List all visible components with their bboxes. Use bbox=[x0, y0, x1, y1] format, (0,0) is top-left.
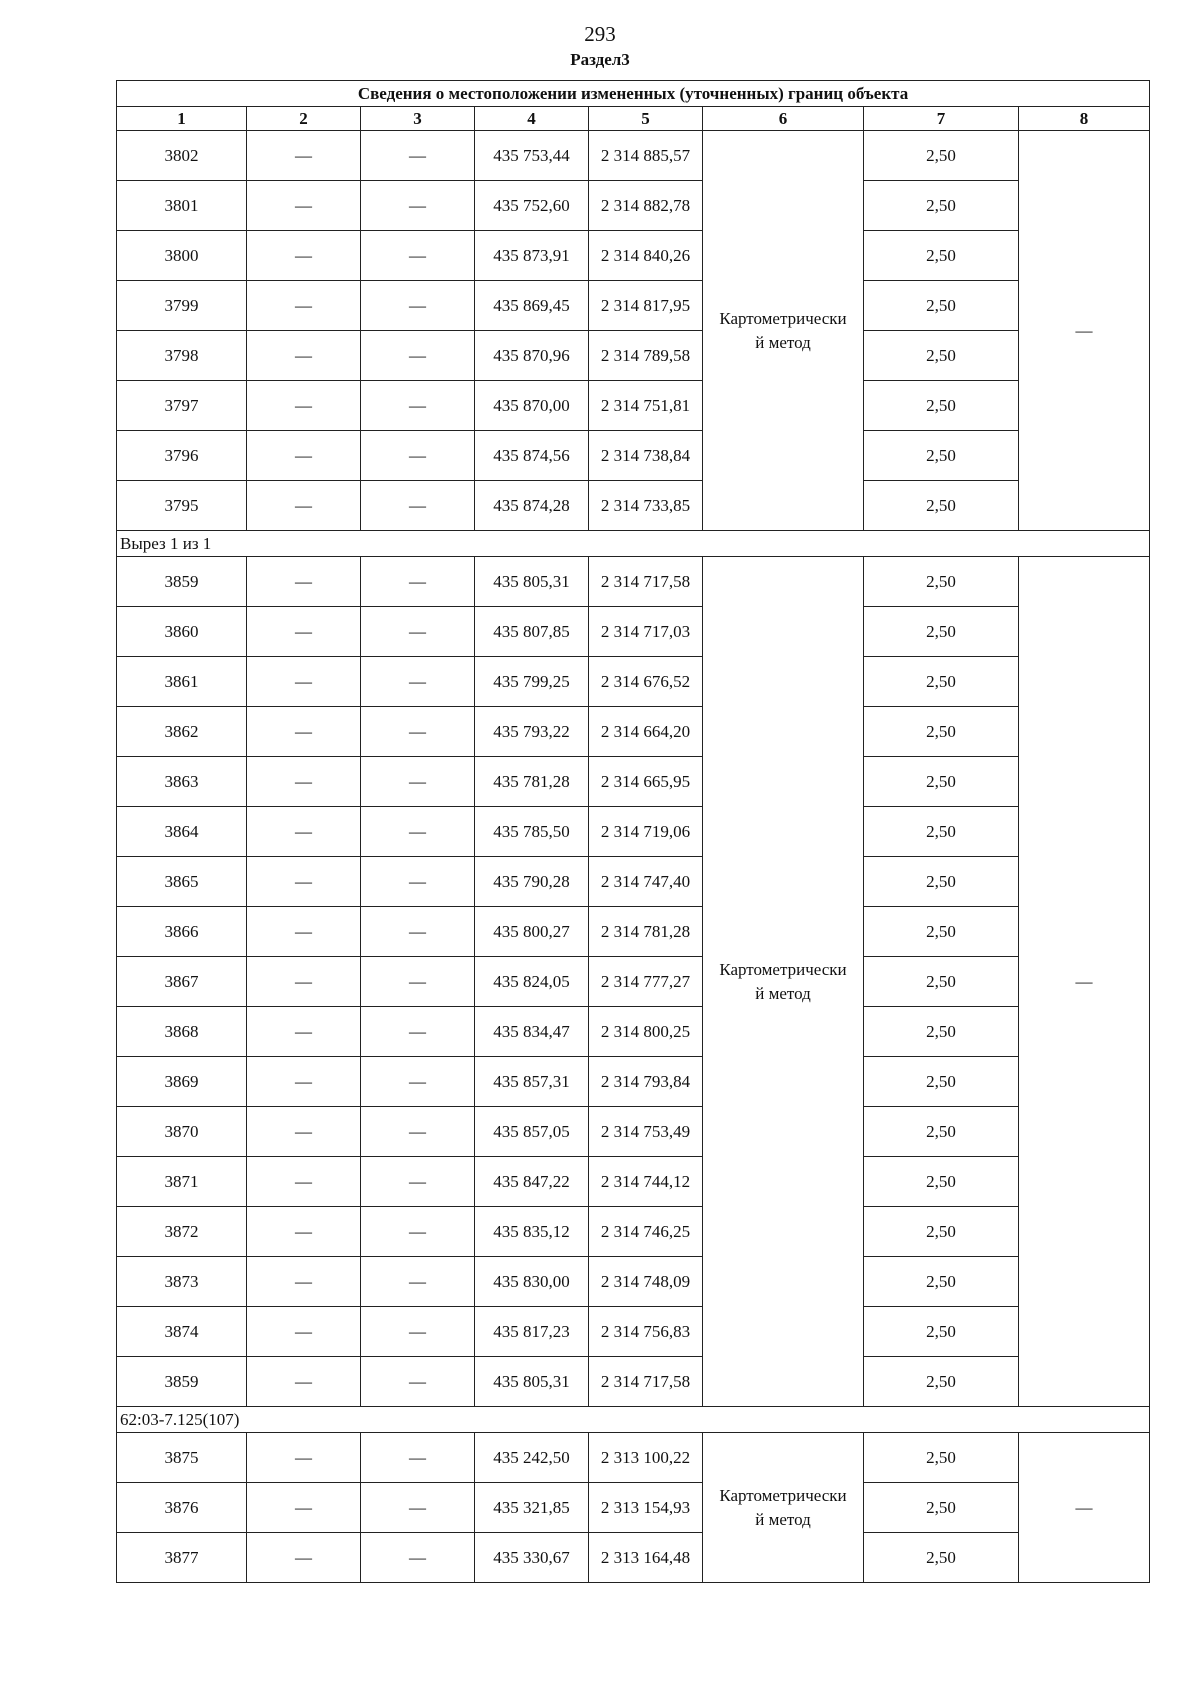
cell-col3: — bbox=[361, 957, 475, 1007]
point-number: 3869 bbox=[117, 1057, 247, 1107]
cell-y: 2 314 756,83 bbox=[589, 1307, 703, 1357]
method-line: й метод bbox=[755, 332, 811, 352]
accuracy-cell: 2,50 bbox=[864, 1007, 1019, 1057]
cell-col3: — bbox=[361, 131, 475, 181]
accuracy-cell: 2,50 bbox=[864, 1307, 1019, 1357]
cell-x: 435 870,00 bbox=[475, 381, 589, 431]
point-number: 3876 bbox=[117, 1483, 247, 1533]
point-number: 3862 bbox=[117, 707, 247, 757]
cell-x: 435 834,47 bbox=[475, 1007, 589, 1057]
accuracy-cell: 2,50 bbox=[864, 857, 1019, 907]
cell-col2: — bbox=[247, 1357, 361, 1407]
cell-col3: — bbox=[361, 1307, 475, 1357]
cell-y: 2 314 748,09 bbox=[589, 1257, 703, 1307]
boundary-coordinates-table bbox=[116, 80, 1150, 1583]
cell-x: 435 793,22 bbox=[475, 707, 589, 757]
cell-x: 435 785,50 bbox=[475, 807, 589, 857]
point-number: 3861 bbox=[117, 657, 247, 707]
cell-col3: — bbox=[361, 1533, 475, 1583]
point-number: 3865 bbox=[117, 857, 247, 907]
accuracy-cell: 2,50 bbox=[864, 1257, 1019, 1307]
point-number: 3875 bbox=[117, 1433, 247, 1483]
accuracy-cell: 2,50 bbox=[864, 607, 1019, 657]
cell-col3: — bbox=[361, 231, 475, 281]
cell-y: 2 314 789,58 bbox=[589, 331, 703, 381]
accuracy-cell: 2,50 bbox=[864, 331, 1019, 381]
method-line: й метод bbox=[755, 983, 811, 1003]
accuracy-cell: 2,50 bbox=[864, 707, 1019, 757]
cell-x: 435 874,56 bbox=[475, 431, 589, 481]
point-number: 3867 bbox=[117, 957, 247, 1007]
cell-col3: — bbox=[361, 857, 475, 907]
table-row bbox=[117, 1257, 1150, 1307]
cell-col3: — bbox=[361, 1107, 475, 1157]
cell-col2: — bbox=[247, 1057, 361, 1107]
point-number: 3802 bbox=[117, 131, 247, 181]
cell-col3: — bbox=[361, 331, 475, 381]
accuracy-cell: 2,50 bbox=[864, 1057, 1019, 1107]
cell-col3: — bbox=[361, 707, 475, 757]
table-row bbox=[117, 857, 1150, 907]
point-number: 3801 bbox=[117, 181, 247, 231]
cell-x: 435 873,91 bbox=[475, 231, 589, 281]
table-row bbox=[117, 481, 1150, 531]
cell-x: 435 753,44 bbox=[475, 131, 589, 181]
cell-col3: — bbox=[361, 657, 475, 707]
cell-x: 435 805,31 bbox=[475, 557, 589, 607]
cell-x: 435 817,23 bbox=[475, 1307, 589, 1357]
table-row bbox=[117, 1307, 1150, 1357]
table-row bbox=[117, 431, 1150, 481]
cell-x: 435 799,25 bbox=[475, 657, 589, 707]
cell-col3: — bbox=[361, 807, 475, 857]
col8-cell: — bbox=[1019, 557, 1150, 1407]
table-header-row bbox=[117, 107, 1150, 131]
method-line: й метод bbox=[755, 1509, 811, 1529]
cell-col2: — bbox=[247, 131, 361, 181]
accuracy-cell: 2,50 bbox=[864, 1157, 1019, 1207]
table-row bbox=[117, 957, 1150, 1007]
cell-col3: — bbox=[361, 1257, 475, 1307]
accuracy-cell: 2,50 bbox=[864, 281, 1019, 331]
cell-y: 2 314 840,26 bbox=[589, 231, 703, 281]
accuracy-cell: 2,50 bbox=[864, 657, 1019, 707]
accuracy-cell: 2,50 bbox=[864, 481, 1019, 531]
point-number: 3866 bbox=[117, 907, 247, 957]
accuracy-cell: 2,50 bbox=[864, 181, 1019, 231]
cell-col3: — bbox=[361, 281, 475, 331]
table-row bbox=[117, 231, 1150, 281]
cell-col2: — bbox=[247, 857, 361, 907]
cell-col2: — bbox=[247, 1157, 361, 1207]
cell-x: 435 805,31 bbox=[475, 1357, 589, 1407]
accuracy-cell: 2,50 bbox=[864, 1357, 1019, 1407]
table-row bbox=[117, 707, 1150, 757]
cell-x: 435 807,85 bbox=[475, 607, 589, 657]
cell-x: 435 321,85 bbox=[475, 1483, 589, 1533]
cell-col2: — bbox=[247, 331, 361, 381]
table-caption: Сведения о местоположении измененных (уточненных) границ объекта bbox=[117, 81, 1150, 107]
cell-y: 2 314 753,49 bbox=[589, 1107, 703, 1157]
accuracy-cell: 2,50 bbox=[864, 131, 1019, 181]
cell-x: 435 824,05 bbox=[475, 957, 589, 1007]
cell-y: 2 314 719,06 bbox=[589, 807, 703, 857]
cell-col2: — bbox=[247, 481, 361, 531]
column-header: 6 bbox=[703, 107, 864, 131]
cell-col2: — bbox=[247, 657, 361, 707]
cell-col2: — bbox=[247, 431, 361, 481]
cell-col3: — bbox=[361, 907, 475, 957]
table-row bbox=[117, 1533, 1150, 1583]
cell-y: 2 313 100,22 bbox=[589, 1433, 703, 1483]
cell-col3: — bbox=[361, 181, 475, 231]
cell-col3: — bbox=[361, 1483, 475, 1533]
cell-col2: — bbox=[247, 907, 361, 957]
method-cell bbox=[703, 1433, 864, 1583]
cell-x: 435 752,60 bbox=[475, 181, 589, 231]
accuracy-cell: 2,50 bbox=[864, 557, 1019, 607]
column-header: 1 bbox=[117, 107, 247, 131]
cell-col2: — bbox=[247, 1007, 361, 1057]
column-header: 7 bbox=[864, 107, 1019, 131]
cell-col2: — bbox=[247, 707, 361, 757]
cell-col2: — bbox=[247, 381, 361, 431]
cell-x: 435 857,31 bbox=[475, 1057, 589, 1107]
section-title: Раздел3 bbox=[570, 50, 630, 69]
accuracy-cell: 2,50 bbox=[864, 1207, 1019, 1257]
table-row bbox=[117, 1357, 1150, 1407]
point-number: 3870 bbox=[117, 1107, 247, 1157]
cell-x: 435 874,28 bbox=[475, 481, 589, 531]
table-row bbox=[117, 1057, 1150, 1107]
method-cell bbox=[703, 557, 864, 1407]
cell-col2: — bbox=[247, 1307, 361, 1357]
point-number: 3860 bbox=[117, 607, 247, 657]
accuracy-cell: 2,50 bbox=[864, 381, 1019, 431]
table-row bbox=[117, 131, 1150, 181]
cell-y: 2 314 885,57 bbox=[589, 131, 703, 181]
cell-col3: — bbox=[361, 1007, 475, 1057]
cell-y: 2 314 777,27 bbox=[589, 957, 703, 1007]
cell-y: 2 314 717,58 bbox=[589, 557, 703, 607]
cell-col2: — bbox=[247, 1207, 361, 1257]
column-header: 3 bbox=[361, 107, 475, 131]
point-number: 3800 bbox=[117, 231, 247, 281]
point-number: 3864 bbox=[117, 807, 247, 857]
accuracy-cell: 2,50 bbox=[864, 807, 1019, 857]
point-number: 3796 bbox=[117, 431, 247, 481]
method-line: Картометрически bbox=[719, 308, 847, 328]
column-header: 2 bbox=[247, 107, 361, 131]
table-row bbox=[117, 757, 1150, 807]
accuracy-cell: 2,50 bbox=[864, 231, 1019, 281]
cell-col3: — bbox=[361, 1157, 475, 1207]
cell-col3: — bbox=[361, 381, 475, 431]
point-number: 3871 bbox=[117, 1157, 247, 1207]
cell-col2: — bbox=[247, 231, 361, 281]
cell-col2: — bbox=[247, 1483, 361, 1533]
cell-x: 435 870,96 bbox=[475, 331, 589, 381]
point-number: 3797 bbox=[117, 381, 247, 431]
table-caption-row bbox=[117, 81, 1150, 107]
cell-y: 2 313 164,48 bbox=[589, 1533, 703, 1583]
accuracy-cell: 2,50 bbox=[864, 1107, 1019, 1157]
point-number: 3859 bbox=[117, 557, 247, 607]
cell-y: 2 314 676,52 bbox=[589, 657, 703, 707]
group-label-row bbox=[117, 531, 1150, 557]
accuracy-cell: 2,50 bbox=[864, 1533, 1019, 1583]
cell-col3: — bbox=[361, 1207, 475, 1257]
cell-y: 2 314 665,95 bbox=[589, 757, 703, 807]
cell-x: 435 835,12 bbox=[475, 1207, 589, 1257]
cell-y: 2 314 717,58 bbox=[589, 1357, 703, 1407]
accuracy-cell: 2,50 bbox=[864, 1483, 1019, 1533]
point-number: 3798 bbox=[117, 331, 247, 381]
cell-x: 435 869,45 bbox=[475, 281, 589, 331]
point-number: 3859 bbox=[117, 1357, 247, 1407]
point-number: 3874 bbox=[117, 1307, 247, 1357]
cell-y: 2 314 747,40 bbox=[589, 857, 703, 907]
cell-col2: — bbox=[247, 1107, 361, 1157]
group-label: 62:03-7.125(107) bbox=[117, 1407, 1150, 1433]
table-row bbox=[117, 381, 1150, 431]
cell-col3: — bbox=[361, 1433, 475, 1483]
method-line: Картометрически bbox=[719, 959, 847, 979]
cell-col2: — bbox=[247, 1433, 361, 1483]
table-row bbox=[117, 1483, 1150, 1533]
cell-col3: — bbox=[361, 607, 475, 657]
table-body bbox=[117, 131, 1150, 1583]
table-row bbox=[117, 1157, 1150, 1207]
table-row bbox=[117, 1107, 1150, 1157]
accuracy-cell: 2,50 bbox=[864, 757, 1019, 807]
cell-x: 435 781,28 bbox=[475, 757, 589, 807]
cell-y: 2 314 800,25 bbox=[589, 1007, 703, 1057]
table-row bbox=[117, 657, 1150, 707]
table-row bbox=[117, 1007, 1150, 1057]
cell-col3: — bbox=[361, 431, 475, 481]
point-number: 3795 bbox=[117, 481, 247, 531]
cell-x: 435 330,67 bbox=[475, 1533, 589, 1583]
cell-y: 2 314 733,85 bbox=[589, 481, 703, 531]
table-row bbox=[117, 331, 1150, 381]
cell-x: 435 242,50 bbox=[475, 1433, 589, 1483]
table-row bbox=[117, 181, 1150, 231]
table-row bbox=[117, 281, 1150, 331]
method-cell bbox=[703, 131, 864, 531]
cell-col2: — bbox=[247, 181, 361, 231]
group-label: Вырез 1 из 1 bbox=[117, 531, 1150, 557]
cell-col2: — bbox=[247, 281, 361, 331]
accuracy-cell: 2,50 bbox=[864, 431, 1019, 481]
cell-y: 2 314 817,95 bbox=[589, 281, 703, 331]
table-row bbox=[117, 607, 1150, 657]
cell-col2: — bbox=[247, 607, 361, 657]
table-row bbox=[117, 1207, 1150, 1257]
cell-y: 2 314 717,03 bbox=[589, 607, 703, 657]
cell-col2: — bbox=[247, 1533, 361, 1583]
cell-y: 2 314 744,12 bbox=[589, 1157, 703, 1207]
cell-col3: — bbox=[361, 557, 475, 607]
cell-y: 2 314 781,28 bbox=[589, 907, 703, 957]
point-number: 3799 bbox=[117, 281, 247, 331]
cell-col2: — bbox=[247, 957, 361, 1007]
page-number: 293 bbox=[584, 22, 616, 46]
cell-x: 435 790,28 bbox=[475, 857, 589, 907]
cell-x: 435 800,27 bbox=[475, 907, 589, 957]
cell-y: 2 314 882,78 bbox=[589, 181, 703, 231]
column-header: 8 bbox=[1019, 107, 1150, 131]
cell-x: 435 830,00 bbox=[475, 1257, 589, 1307]
col8-cell: — bbox=[1019, 131, 1150, 531]
column-header: 5 bbox=[589, 107, 703, 131]
cell-col3: — bbox=[361, 757, 475, 807]
accuracy-cell: 2,50 bbox=[864, 907, 1019, 957]
point-number: 3872 bbox=[117, 1207, 247, 1257]
cell-col3: — bbox=[361, 1357, 475, 1407]
cell-y: 2 314 751,81 bbox=[589, 381, 703, 431]
group-label-row bbox=[117, 1407, 1150, 1433]
cell-y: 2 314 664,20 bbox=[589, 707, 703, 757]
cell-x: 435 857,05 bbox=[475, 1107, 589, 1157]
cell-y: 2 313 154,93 bbox=[589, 1483, 703, 1533]
cell-col2: — bbox=[247, 807, 361, 857]
point-number: 3873 bbox=[117, 1257, 247, 1307]
table-row bbox=[117, 557, 1150, 607]
method-line: Картометрически bbox=[719, 1485, 847, 1505]
cell-y: 2 314 793,84 bbox=[589, 1057, 703, 1107]
table-row bbox=[117, 907, 1150, 957]
col8-cell: — bbox=[1019, 1433, 1150, 1583]
cell-y: 2 314 746,25 bbox=[589, 1207, 703, 1257]
table-row bbox=[117, 1433, 1150, 1483]
cell-col3: — bbox=[361, 481, 475, 531]
cell-x: 435 847,22 bbox=[475, 1157, 589, 1207]
cell-y: 2 314 738,84 bbox=[589, 431, 703, 481]
point-number: 3863 bbox=[117, 757, 247, 807]
column-header: 4 bbox=[475, 107, 589, 131]
cell-col3: — bbox=[361, 1057, 475, 1107]
cell-col2: — bbox=[247, 1257, 361, 1307]
point-number: 3877 bbox=[117, 1533, 247, 1583]
accuracy-cell: 2,50 bbox=[864, 1433, 1019, 1483]
cell-col2: — bbox=[247, 557, 361, 607]
point-number: 3868 bbox=[117, 1007, 247, 1057]
cell-col2: — bbox=[247, 757, 361, 807]
accuracy-cell: 2,50 bbox=[864, 957, 1019, 1007]
table-row bbox=[117, 807, 1150, 857]
